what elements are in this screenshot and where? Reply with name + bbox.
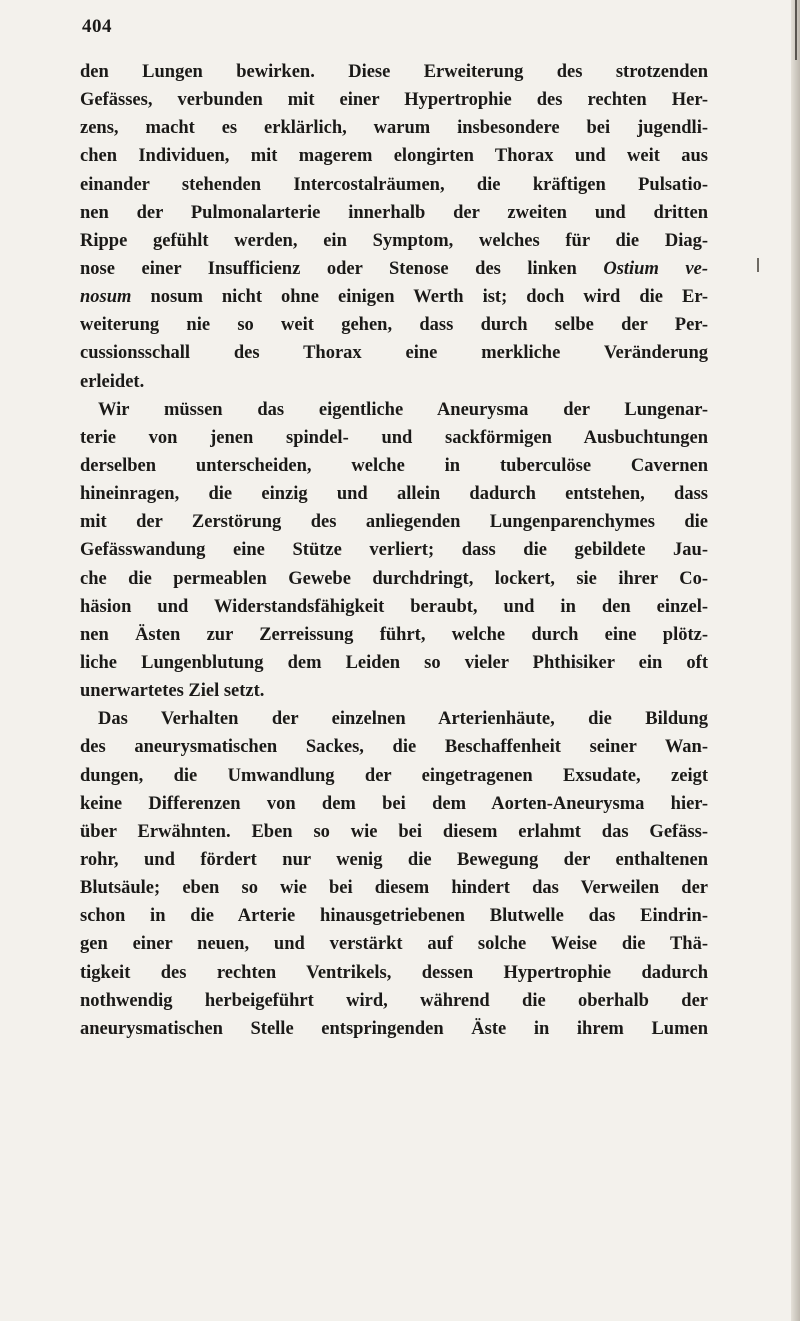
text-line: Wir müssen das eigentliche Aneurysma der Lungenar- [98,399,708,420]
text-line: terie von jenen spindel- und sackförmigen Ausbuchtungen [80,427,708,448]
text-line: schon in die Arterie hinausgetriebenen Blutwelle das Eindrin- [80,906,708,927]
text-fragment: nose einer Insufficienz oder Stenose des linken [80,258,577,279]
text-fragment: nosum nicht ohne einigen Werth ist; doch wird die Er- [150,287,708,308]
text-line: unerwartetes Ziel setzt. [80,681,265,702]
italic-term: nosum [80,287,132,308]
text-line: nen der Pulmonalarterie innerhalb der zweiten und dritten [80,202,708,223]
body-text [80,58,708,1043]
text-line: mit der Zerstörung des anliegenden Lungenparenchymes die [80,512,708,533]
text-line: keine Differenzen von dem bei dem Aorten-Aneurysma hier- [80,793,708,814]
text-line: Das Verhalten der einzelnen Arterienhäute, die Bildung [98,709,708,730]
page-number: 404 [82,16,112,37]
page-edge-mark [795,0,797,60]
text-line: liche Lungenblutung dem Leiden so vieler Phthisiker ein oft [80,652,708,673]
text-line: dungen, die Umwandlung der eingetragenen Exsudate, zeigt [80,765,708,786]
text-line: Gefässwandung eine Stütze verliert; dass die gebildete Jau- [80,540,708,561]
page-edge-shadow [791,0,800,1321]
margin-mark [757,258,759,272]
text-line: des aneurysmatischen Sackes, die Beschaffenheit seiner Wan- [80,737,708,758]
paragraph-1 [80,58,708,396]
text-line: derselben unterscheiden, welche in tuberculöse Cavernen [80,455,708,476]
text-line: zens, macht es erklärlich, warum insbesondere bei jugendli- [80,118,708,139]
text-line: weiterung nie so weit gehen, dass durch selbe der Per- [80,315,708,336]
paragraph-3 [80,705,708,1043]
text-line: rohr, und fördert nur wenig die Bewegung der enthaltenen [80,849,708,870]
text-line: über Erwähnten. Eben so wie bei diesem erlahmt das Gefäss- [80,821,708,842]
text-line: nothwendig herbeigeführt wird, während die oberhalb der [80,990,708,1011]
text-line: häsion und Widerstandsfähigkeit beraubt, und in den einzel- [80,596,708,617]
text-line: nen Ästen zur Zerreissung führt, welche durch eine plötz- [80,624,708,645]
text-line: aneurysmatischen Stelle entspringenden Äste in ihrem Lumen [80,1018,708,1039]
text-line: Gefässes, verbunden mit einer Hypertrophie des rechten Her- [80,90,708,111]
text-line: cussionsschall des Thorax eine merkliche Veränderung [80,343,708,364]
text-line: tigkeit des rechten Ventrikels, dessen Hypertrophie dadurch [80,962,708,983]
text-line: den Lungen bewirken. Diese Erweiterung des strotzenden [80,62,708,82]
text-line: einander stehenden Intercostalräumen, die kräftigen Pulsatio- [80,174,708,195]
text-line: erleidet. [80,371,145,392]
text-line: chen Individuen, mit magerem elongirten Thorax und weit aus [80,146,708,167]
text-line: Blutsäule; eben so wie bei diesem hindert das Verweilen der [80,878,708,899]
text-line: gen einer neuen, und verstärkt auf solche Weise die Thä- [80,934,708,955]
text-line: hineinragen, die einzig und allein dadurch entstehen, dass [80,484,708,505]
text-line: che die permeablen Gewebe durchdringt, lockert, sie ihrer Co- [80,568,708,589]
text-line: Rippe gefühlt werden, ein Symptom, welches für die Diag- [80,230,708,251]
text-line-with-italic [80,283,708,311]
italic-term: Ostium ve- [603,258,708,279]
text-line-with-italic [80,255,708,283]
paragraph-2 [80,396,708,706]
